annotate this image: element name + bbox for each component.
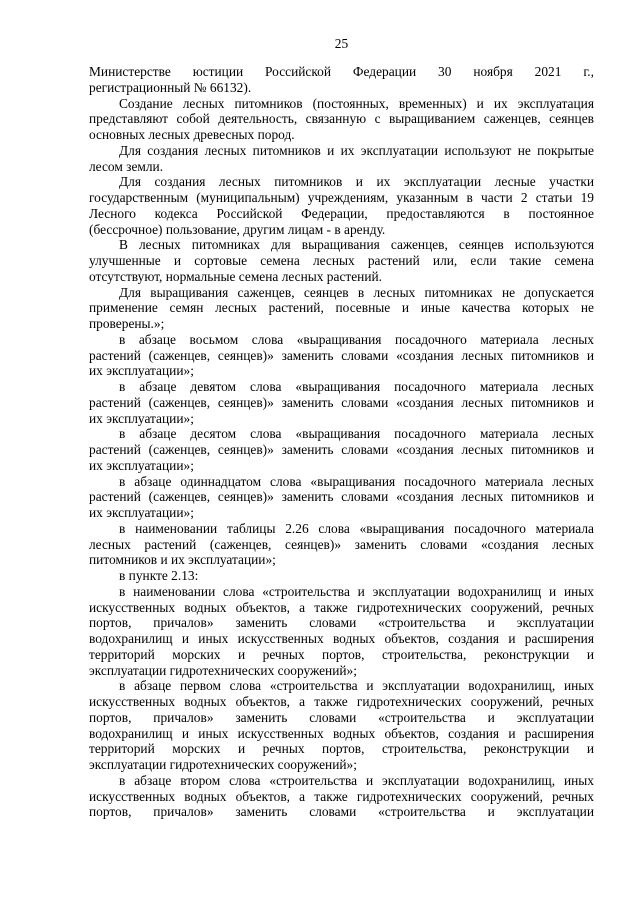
- text-line: в пункте 2.13:: [119, 568, 199, 583]
- text-line: Для создания лесных питомников и их эксплуатации используют не покрытые: [119, 142, 594, 158]
- text-line: (бессрочное) пользование, другим лицам - в аренду.: [89, 221, 386, 237]
- text-line: проверены.»;: [89, 316, 165, 331]
- text-line: Для создания лесных питомников и их эксплуатации лесные участки: [119, 174, 594, 190]
- text-line: водохранилищ и иных искусственных водных объектов, создания и расширения: [89, 631, 594, 646]
- text-line: в абзаце втором слова «строительства и эксплуатации водохранилищ, иных: [119, 772, 594, 788]
- text-line: в абзаце десятом слова «выращивания посадочного материала лесных: [119, 426, 594, 442]
- text-line: портов, причалов» заменить словами «строительства и эксплуатации: [89, 709, 594, 725]
- text-line: эксплуатации гидротехнических сооружений»;: [89, 662, 357, 678]
- text-line: в абзаце восьмом слова «выращивания посадочного материала лесных: [119, 331, 594, 347]
- text-line: Для выращивания саженцев, сеянцев в лесных питомниках не допускается: [119, 284, 594, 300]
- text-line: применение семян лесных растений, посевные и иные качества которых не: [89, 300, 594, 316]
- text-line: эксплуатации гидротехнических сооружений»;: [89, 757, 357, 772]
- text-line: их эксплуатации»;: [89, 410, 194, 426]
- text-line: водохранилищ и иных искусственных водных объектов, создания и расширения: [89, 725, 594, 741]
- text-line: отсутствуют, нормальные семена лесных растений.: [89, 268, 383, 284]
- text-line: их эксплуатации»;: [89, 457, 194, 473]
- text-line: питомников и их эксплуатации»;: [89, 552, 276, 568]
- text-line: в наименовании таблицы 2.26 слова «выращивания посадочного материала: [119, 520, 594, 536]
- text-line: растений (саженцев, сеянцев)» заменить словами «создания лесных питомников и: [89, 442, 594, 457]
- text-line: Создание лесных питомников (постоянных, временных) и их эксплуатация: [119, 95, 594, 111]
- text-line: В лесных питомниках для выращивания саженцев, сеянцев используются: [119, 237, 594, 253]
- text-line: в абзаце первом слова «строительства и эксплуатации водохранилищ, иных: [119, 678, 594, 694]
- text-line: в наименовании слова «строительства и эксплуатации водохранилищ и иных: [119, 583, 594, 599]
- text-line: лесом земли.: [89, 158, 164, 174]
- text-line: растений (саженцев, сеянцев)» заменить словами «создания лесных питомников и: [89, 347, 594, 363]
- text-line: территорий морских и речных портов, строительства, реконструкции и: [89, 646, 594, 662]
- text-line: Лесного кодекса Российской Федерации, предоставляются в постоянное: [89, 205, 594, 221]
- text-line: регистрационный № 66132).: [89, 79, 252, 95]
- text-line: Министерстве юстиции Российской Федерации 30 ноября 2021 г.,: [89, 64, 594, 79]
- text-line: искусственных водных объектов, а также гидротехнических сооружений, речных: [89, 694, 594, 709]
- page-number: 25: [334, 36, 349, 51]
- text-line: их эксплуатации»;: [89, 363, 194, 379]
- text-line: территорий морских и речных портов, строительства, реконструкции и: [89, 741, 594, 757]
- text-line: растений (саженцев, сеянцев)» заменить словами «создания лесных питомников и: [89, 489, 594, 505]
- text-line: искусственных водных объектов, а также гидротехнических сооружений, речных: [89, 599, 594, 615]
- text-line: в абзаце девятом слова «выращивания посадочного материала лесных: [119, 379, 594, 394]
- text-line: лесных растений (саженцев, сеянцев)» заменить словами «создания лесных: [89, 536, 594, 552]
- document-body: [89, 64, 594, 820]
- text-line: их эксплуатации»;: [89, 505, 194, 520]
- text-line: портов, причалов» заменить словами «строительства и эксплуатации: [89, 804, 594, 820]
- text-line: представляют собой деятельность, связанную с выращиванием саженцев, сеянцев: [89, 111, 594, 127]
- text-line: государственным (муниципальным) учреждениям, указанным в части 2 статьи 19: [89, 190, 594, 205]
- text-line: искусственных водных объектов, а также гидротехнических сооружений, речных: [89, 788, 594, 804]
- text-line: в абзаце одиннадцатом слова «выращивания посадочного материала лесных: [119, 473, 594, 489]
- text-line: улучшенные и сортовые семена лесных растений или, если такие семена: [89, 253, 594, 268]
- text-line: основных лесных древесных пород.: [89, 127, 295, 142]
- text-line: портов, причалов» заменить словами «строительства и эксплуатации: [89, 615, 594, 631]
- text-line: растений (саженцев, сеянцев)» заменить словами «создания лесных питомников и: [89, 394, 594, 410]
